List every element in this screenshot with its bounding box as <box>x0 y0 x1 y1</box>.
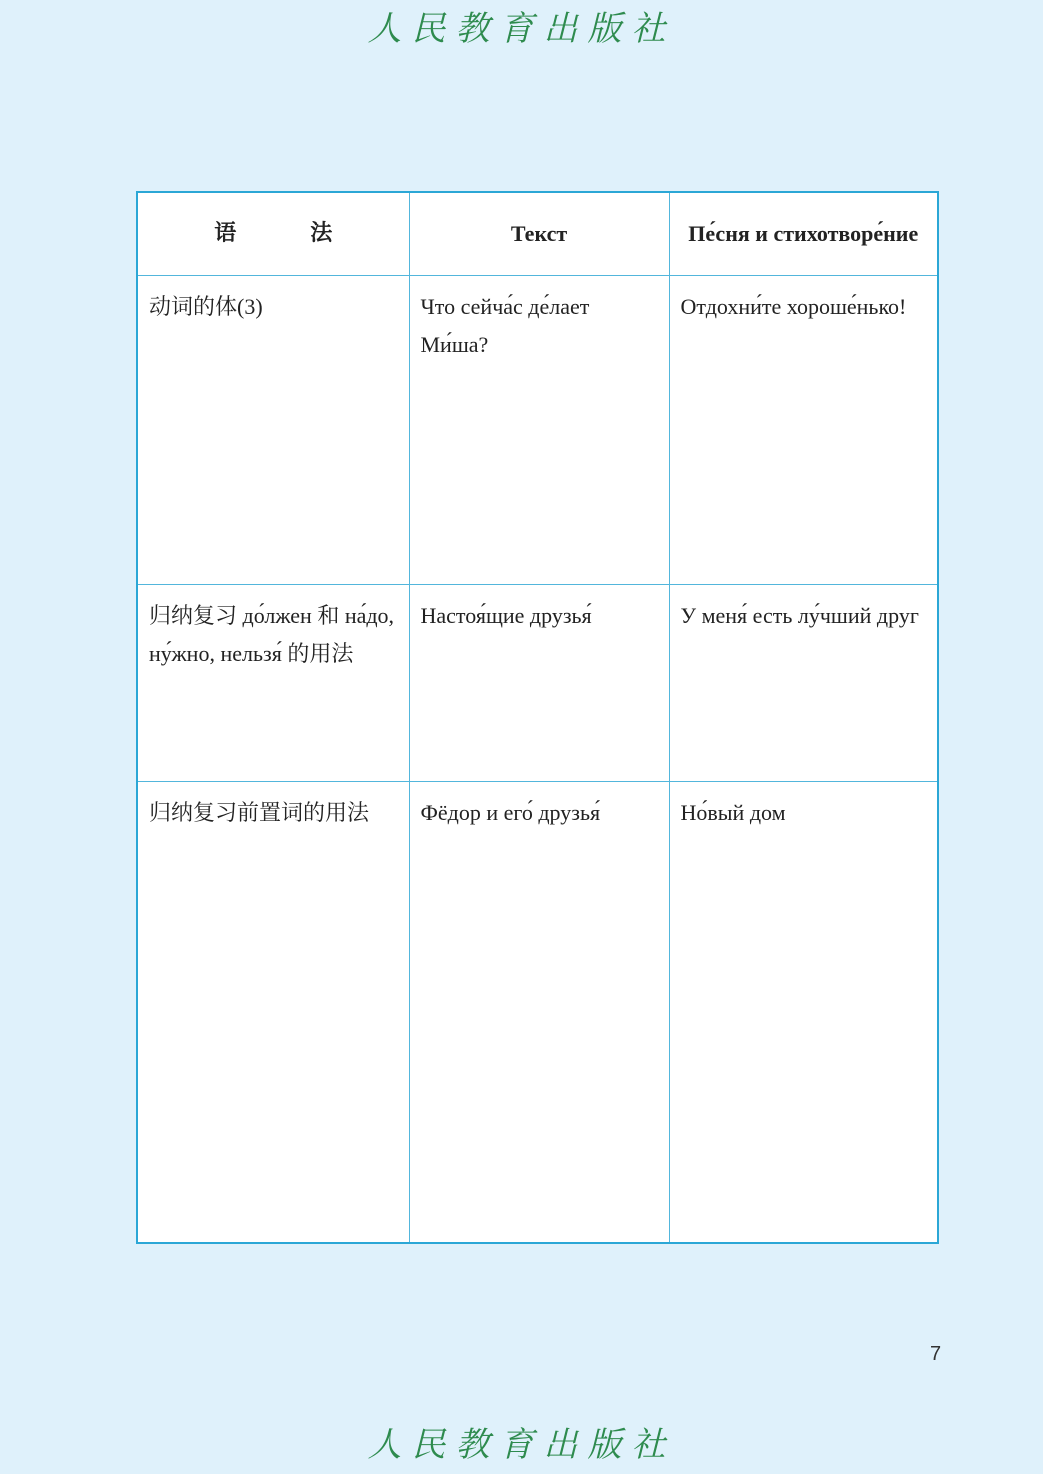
table-row <box>137 584 938 781</box>
lesson-table <box>136 191 939 1244</box>
cell-song: Отдохни́те хороше́нько! <box>669 275 938 584</box>
cell-grammar: 动词的体(3) <box>137 275 409 584</box>
cell-grammar: 归纳复习前置词的用法 <box>137 781 409 1243</box>
cell-text: Настоя́щие друзья́ <box>409 584 669 781</box>
cell-song: У меня́ есть лу́чший друг <box>669 584 938 781</box>
table-row <box>137 781 938 1243</box>
cell-text: Фёдор и его́ друзья́ <box>409 781 669 1243</box>
header-text: Текст <box>409 192 669 275</box>
publisher-logo-bottom: 人民教育出版社 <box>367 1425 676 1465</box>
page-number: 7 <box>930 1343 942 1365</box>
table-row <box>137 275 938 584</box>
cell-song: Но́вый дом <box>669 781 938 1243</box>
table-header-row <box>137 192 938 275</box>
header-song: Пе́сня и стихотворе́ние <box>669 192 938 275</box>
cell-text: Что сейча́с де́лает Ми́ша? <box>409 275 669 584</box>
cell-grammar: 归纳复习 до́лжен 和 на́до, ну́жно, нельзя́ 的用法 <box>137 584 409 781</box>
header-grammar: 语 法 <box>137 192 409 275</box>
publisher-logo-top: 人民教育出版社 <box>367 9 676 49</box>
